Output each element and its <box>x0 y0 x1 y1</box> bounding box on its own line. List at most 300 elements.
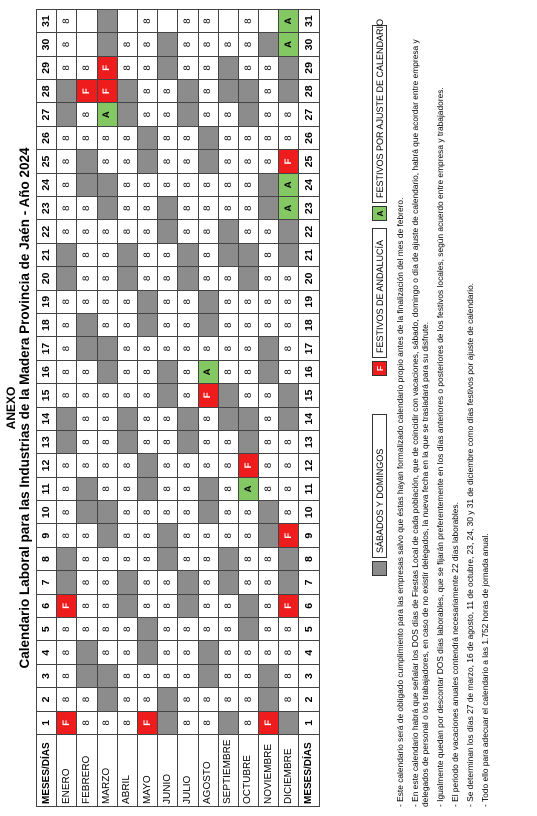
workday-cell: 8 <box>57 384 77 407</box>
workday-cell: 8 <box>178 547 198 570</box>
workday-cell: 8 <box>259 267 279 290</box>
workday-cell: 8 <box>158 477 178 500</box>
workday-cell: 8 <box>178 360 198 383</box>
adjust-holiday-cell: A <box>198 360 218 383</box>
day-number: 2 <box>37 688 57 711</box>
workday-cell: 8 <box>158 641 178 664</box>
weekend-cell <box>238 430 258 453</box>
workday-cell: 8 <box>238 711 258 734</box>
workday-cell: 8 <box>259 594 279 617</box>
empty-cell <box>77 9 97 32</box>
workday-cell: 8 <box>178 524 198 547</box>
workday-cell: 8 <box>218 618 238 641</box>
day-number: 29 <box>299 56 319 79</box>
footer-row <box>299 9 319 806</box>
workday-cell: 8 <box>137 197 157 220</box>
weekend-cell <box>77 150 97 173</box>
weekend-cell <box>198 313 218 336</box>
day-number: 6 <box>37 594 57 617</box>
workday-cell: 8 <box>137 501 157 524</box>
day-number: 18 <box>37 313 57 336</box>
weekend-cell <box>137 290 157 313</box>
workday-cell: 8 <box>117 290 137 313</box>
workday-cell: 8 <box>198 594 218 617</box>
weekend-cell <box>77 313 97 336</box>
month-name: FEBRERO <box>77 735 97 807</box>
day-number: 1 <box>299 711 319 734</box>
workday-cell: 8 <box>279 337 299 360</box>
empty-cell <box>259 9 279 32</box>
holiday-cell: F <box>77 80 97 103</box>
workday-cell: 8 <box>259 290 279 313</box>
holiday-cell: F <box>259 711 279 734</box>
workday-cell: 8 <box>137 173 157 196</box>
day-number: 16 <box>299 360 319 383</box>
weekend-cell <box>117 243 137 266</box>
workday-cell: 8 <box>158 430 178 453</box>
holiday-cell: F <box>57 711 77 734</box>
workday-cell: 8 <box>77 571 97 594</box>
workday-cell: 8 <box>158 594 178 617</box>
workday-cell: 8 <box>117 618 137 641</box>
workday-cell: 8 <box>57 501 77 524</box>
month-name: JUNIO <box>158 735 178 807</box>
weekend-cell <box>137 641 157 664</box>
weekend-cell <box>117 267 137 290</box>
workday-cell: 8 <box>97 594 117 617</box>
workday-cell: 8 <box>57 360 77 383</box>
day-number: 12 <box>299 454 319 477</box>
workday-cell: 8 <box>178 454 198 477</box>
weekend-cell <box>238 267 258 290</box>
workday-cell: 8 <box>158 267 178 290</box>
day-number: 26 <box>299 126 319 149</box>
weekend-cell <box>178 243 198 266</box>
weekend-cell <box>178 594 198 617</box>
workday-cell: 8 <box>57 337 77 360</box>
month-name: AGOSTO <box>198 735 218 807</box>
workday-cell: 8 <box>218 290 238 313</box>
day-number: 22 <box>37 220 57 243</box>
weekend-cell <box>259 33 279 56</box>
workday-cell: 8 <box>77 430 97 453</box>
day-number: 17 <box>299 337 319 360</box>
weekend-cell <box>259 337 279 360</box>
workday-cell: 8 <box>178 641 198 664</box>
workday-cell: 8 <box>178 126 198 149</box>
holiday-cell: F <box>198 384 218 407</box>
workday-cell: 8 <box>117 313 137 336</box>
workday-cell: 8 <box>158 571 178 594</box>
workday-cell: 8 <box>137 103 157 126</box>
holiday-cell: F <box>97 80 117 103</box>
adjust-holiday-cell: A <box>279 33 299 56</box>
day-number: 25 <box>299 150 319 173</box>
workday-cell: 8 <box>198 103 218 126</box>
holiday-cell: F <box>97 56 117 79</box>
workday-cell: 8 <box>279 688 299 711</box>
workday-cell: 8 <box>117 150 137 173</box>
weekend-cell <box>137 126 157 149</box>
workday-cell: 8 <box>137 243 157 266</box>
workday-cell: 8 <box>77 547 97 570</box>
workday-cell: 8 <box>117 33 137 56</box>
workday-cell: 8 <box>158 80 178 103</box>
day-number: 17 <box>37 337 57 360</box>
day-number: 24 <box>299 173 319 196</box>
weekend-cell <box>259 524 279 547</box>
workday-cell: 8 <box>57 313 77 336</box>
weekend-cell <box>77 664 97 687</box>
weekend-cell <box>259 197 279 220</box>
holiday-cell: F <box>57 594 77 617</box>
workday-cell: 8 <box>137 80 157 103</box>
month-row <box>57 9 77 806</box>
workday-cell: 8 <box>77 267 97 290</box>
weekend-cell <box>238 594 258 617</box>
weekend-cell <box>158 33 178 56</box>
workday-cell: 8 <box>57 618 77 641</box>
weekend-cell <box>178 407 198 430</box>
workday-cell: 8 <box>117 56 137 79</box>
workday-cell: 8 <box>117 664 137 687</box>
workday-cell: 8 <box>158 173 178 196</box>
workday-cell: 8 <box>279 618 299 641</box>
workday-cell: 8 <box>238 501 258 524</box>
workday-cell: 8 <box>117 337 137 360</box>
workday-cell: 8 <box>117 641 137 664</box>
day-number: 23 <box>37 197 57 220</box>
workday-cell: 8 <box>97 430 117 453</box>
day-number: 25 <box>37 150 57 173</box>
weekend-cell <box>198 477 218 500</box>
workday-cell: 8 <box>279 126 299 149</box>
month-name: DICIEMBRE <box>279 735 299 807</box>
weekend-cell <box>198 641 218 664</box>
month-row <box>137 9 157 806</box>
workday-cell: 8 <box>238 56 258 79</box>
month-row <box>218 9 238 806</box>
day-number: 6 <box>299 594 319 617</box>
header-label: MESES/DÍAS <box>37 735 57 807</box>
workday-cell: 8 <box>198 243 218 266</box>
day-number: 13 <box>37 430 57 453</box>
workday-cell: 8 <box>77 220 97 243</box>
note-paragraph: - El periodo de vacaciones anuales contendrá necesariamente 22 días laborables. <box>450 502 461 807</box>
workday-cell: 8 <box>77 688 97 711</box>
workday-cell: 8 <box>158 501 178 524</box>
day-number: 19 <box>37 290 57 313</box>
weekend-cell <box>279 80 299 103</box>
month-row <box>178 9 198 806</box>
weekend-cell <box>218 407 238 430</box>
workday-cell: 8 <box>178 501 198 524</box>
workday-cell: 8 <box>137 524 157 547</box>
weekend-cell <box>57 407 77 430</box>
notes <box>395 7 495 807</box>
weekend-cell <box>57 430 77 453</box>
workday-cell: 8 <box>137 688 157 711</box>
workday-cell: 8 <box>77 524 97 547</box>
workday-cell: 8 <box>259 547 279 570</box>
workday-cell: 8 <box>137 384 157 407</box>
workday-cell: 8 <box>117 711 137 734</box>
workday-cell: 8 <box>178 173 198 196</box>
workday-cell: 8 <box>77 711 97 734</box>
workday-cell: 8 <box>198 220 218 243</box>
weekend-cell <box>218 243 238 266</box>
adjust-holiday-cell: A <box>279 197 299 220</box>
workday-cell: 8 <box>259 243 279 266</box>
legend-weekend-label: SÁBADOS Y DOMINGOS <box>372 414 387 558</box>
weekend-cell <box>97 501 117 524</box>
weekend-cell <box>198 126 218 149</box>
workday-cell: 8 <box>238 688 258 711</box>
weekend-cell <box>57 103 77 126</box>
workday-cell: 8 <box>57 9 77 32</box>
weekend-cell <box>77 477 97 500</box>
workday-cell: 8 <box>158 454 178 477</box>
weekend-cell <box>158 711 178 734</box>
weekend-cell <box>97 197 117 220</box>
month-row <box>198 9 218 806</box>
workday-cell: 8 <box>198 9 218 32</box>
weekend-cell <box>158 688 178 711</box>
workday-cell: 8 <box>198 407 218 430</box>
weekend-cell <box>117 430 137 453</box>
workday-cell: 8 <box>198 524 218 547</box>
workday-cell: 8 <box>279 290 299 313</box>
workday-cell: 8 <box>218 360 238 383</box>
weekend-cell <box>97 688 117 711</box>
workday-cell: 8 <box>198 267 218 290</box>
day-number: 11 <box>37 477 57 500</box>
workday-cell: 8 <box>218 641 238 664</box>
weekend-cell <box>77 641 97 664</box>
workday-cell: 8 <box>178 664 198 687</box>
day-number: 3 <box>299 664 319 687</box>
weekend-cell <box>137 477 157 500</box>
workday-cell: 8 <box>178 290 198 313</box>
day-number: 18 <box>299 313 319 336</box>
weekend-cell <box>279 711 299 734</box>
workday-cell: 8 <box>158 618 178 641</box>
workday-cell: 8 <box>218 173 238 196</box>
month-row <box>238 9 258 806</box>
workday-cell: 8 <box>137 337 157 360</box>
empty-cell <box>117 9 137 32</box>
legend-adjust-label: FESTIVOS POR AJUSTE DE CALENDARIO <box>372 25 387 203</box>
day-number: 16 <box>37 360 57 383</box>
day-number: 9 <box>299 524 319 547</box>
workday-cell: 8 <box>137 9 157 32</box>
workday-cell: 8 <box>218 477 238 500</box>
day-number: 29 <box>37 56 57 79</box>
weekend-cell <box>238 103 258 126</box>
workday-cell: 8 <box>198 547 218 570</box>
workday-cell: 8 <box>259 430 279 453</box>
workday-cell: 8 <box>238 360 258 383</box>
workday-cell: 8 <box>279 103 299 126</box>
workday-cell: 8 <box>158 407 178 430</box>
workday-cell: 8 <box>117 688 137 711</box>
workday-cell: 8 <box>218 501 238 524</box>
workday-cell: 8 <box>178 220 198 243</box>
workday-cell: 8 <box>77 384 97 407</box>
workday-cell: 8 <box>57 220 77 243</box>
workday-cell: 8 <box>198 454 218 477</box>
day-number: 5 <box>299 618 319 641</box>
workday-cell: 8 <box>198 711 218 734</box>
weekend-cell <box>238 243 258 266</box>
weekend-cell <box>117 103 137 126</box>
workday-cell: 8 <box>97 618 117 641</box>
day-number: 2 <box>299 688 319 711</box>
workday-cell: 8 <box>259 641 279 664</box>
workday-cell: 8 <box>259 103 279 126</box>
workday-cell: 8 <box>57 173 77 196</box>
workday-cell: 8 <box>218 197 238 220</box>
page-title: Calendario Laboral para las Industrias de la Madera Provincia de Jaén - Año 2024 <box>17 147 32 669</box>
workday-cell: 8 <box>218 337 238 360</box>
workday-cell: 8 <box>117 501 137 524</box>
day-number: 23 <box>299 197 319 220</box>
weekend-cell <box>77 501 97 524</box>
weekend-cell <box>57 243 77 266</box>
workday-cell: 8 <box>198 33 218 56</box>
workday-cell: 8 <box>97 290 117 313</box>
day-number: 10 <box>299 501 319 524</box>
legend-weekend-swatch <box>372 561 387 576</box>
day-number: 28 <box>37 80 57 103</box>
weekend-cell <box>238 407 258 430</box>
workday-cell: 8 <box>137 571 157 594</box>
workday-cell: 8 <box>259 384 279 407</box>
workday-cell: 8 <box>178 477 198 500</box>
workday-cell: 8 <box>238 337 258 360</box>
workday-cell: 8 <box>158 103 178 126</box>
weekend-cell <box>198 501 218 524</box>
workday-cell: 8 <box>158 313 178 336</box>
holiday-cell: F <box>137 711 157 734</box>
adjust-holiday-cell: A <box>279 9 299 32</box>
weekend-cell <box>218 571 238 594</box>
month-name: SEPTIEMBRE <box>218 735 238 807</box>
workday-cell: 8 <box>97 711 117 734</box>
workday-cell: 8 <box>137 33 157 56</box>
weekend-cell <box>57 267 77 290</box>
workday-cell: 8 <box>137 56 157 79</box>
workday-cell: 8 <box>97 243 117 266</box>
day-number: 8 <box>299 547 319 570</box>
workday-cell: 8 <box>259 126 279 149</box>
workday-cell: 8 <box>57 150 77 173</box>
workday-cell: 8 <box>137 360 157 383</box>
workday-cell: 8 <box>117 220 137 243</box>
workday-cell: 8 <box>238 547 258 570</box>
workday-cell: 8 <box>77 407 97 430</box>
weekend-cell <box>218 80 238 103</box>
day-number: 30 <box>299 33 319 56</box>
workday-cell: 8 <box>178 711 198 734</box>
weekend-cell <box>57 547 77 570</box>
weekend-cell <box>137 618 157 641</box>
workday-cell: 8 <box>218 430 238 453</box>
day-number: 5 <box>37 618 57 641</box>
month-name: ENERO <box>57 735 77 807</box>
weekend-cell <box>198 150 218 173</box>
day-number: 12 <box>37 454 57 477</box>
day-number: 19 <box>299 290 319 313</box>
weekend-cell <box>158 197 178 220</box>
weekend-cell <box>137 313 157 336</box>
workday-cell: 8 <box>178 337 198 360</box>
workday-cell: 8 <box>137 220 157 243</box>
workday-cell: 8 <box>137 430 157 453</box>
month-row <box>158 9 178 806</box>
workday-cell: 8 <box>178 56 198 79</box>
weekend-cell <box>178 571 198 594</box>
weekend-cell <box>178 430 198 453</box>
month-name: ABRIL <box>117 735 137 807</box>
workday-cell: 8 <box>279 360 299 383</box>
workday-cell: 8 <box>97 384 117 407</box>
weekend-cell <box>137 150 157 173</box>
workday-cell: 8 <box>57 664 77 687</box>
workday-cell: 8 <box>259 80 279 103</box>
weekend-cell <box>158 547 178 570</box>
workday-cell: 8 <box>57 126 77 149</box>
weekend-cell <box>279 407 299 430</box>
day-number: 22 <box>299 220 319 243</box>
workday-cell: 8 <box>117 524 137 547</box>
workday-cell: 8 <box>259 150 279 173</box>
weekend-cell <box>97 9 117 32</box>
workday-cell: 8 <box>178 384 198 407</box>
weekend-cell <box>238 80 258 103</box>
holiday-cell: F <box>238 454 258 477</box>
workday-cell: 8 <box>57 33 77 56</box>
workday-cell: 8 <box>218 267 238 290</box>
workday-cell: 8 <box>259 571 279 594</box>
workday-cell: 8 <box>238 173 258 196</box>
day-number: 15 <box>37 384 57 407</box>
workday-cell: 8 <box>117 173 137 196</box>
workday-cell: 8 <box>77 594 97 617</box>
workday-cell: 8 <box>259 220 279 243</box>
workday-cell: 8 <box>97 267 117 290</box>
workday-cell: 8 <box>77 56 97 79</box>
day-number: 7 <box>299 571 319 594</box>
workday-cell: 8 <box>238 313 258 336</box>
weekend-cell <box>279 220 299 243</box>
adjust-holiday-cell: A <box>279 173 299 196</box>
workday-cell: 8 <box>259 313 279 336</box>
workday-cell: 8 <box>97 477 117 500</box>
weekend-cell <box>178 103 198 126</box>
day-number: 4 <box>299 641 319 664</box>
weekend-cell <box>97 360 117 383</box>
workday-cell: 8 <box>238 197 258 220</box>
workday-cell: 8 <box>218 594 238 617</box>
day-number: 21 <box>37 243 57 266</box>
weekend-cell <box>218 547 238 570</box>
empty-cell <box>218 9 238 32</box>
workday-cell: 8 <box>178 197 198 220</box>
workday-cell: 8 <box>97 150 117 173</box>
workday-cell: 8 <box>218 103 238 126</box>
workday-cell: 8 <box>137 664 157 687</box>
